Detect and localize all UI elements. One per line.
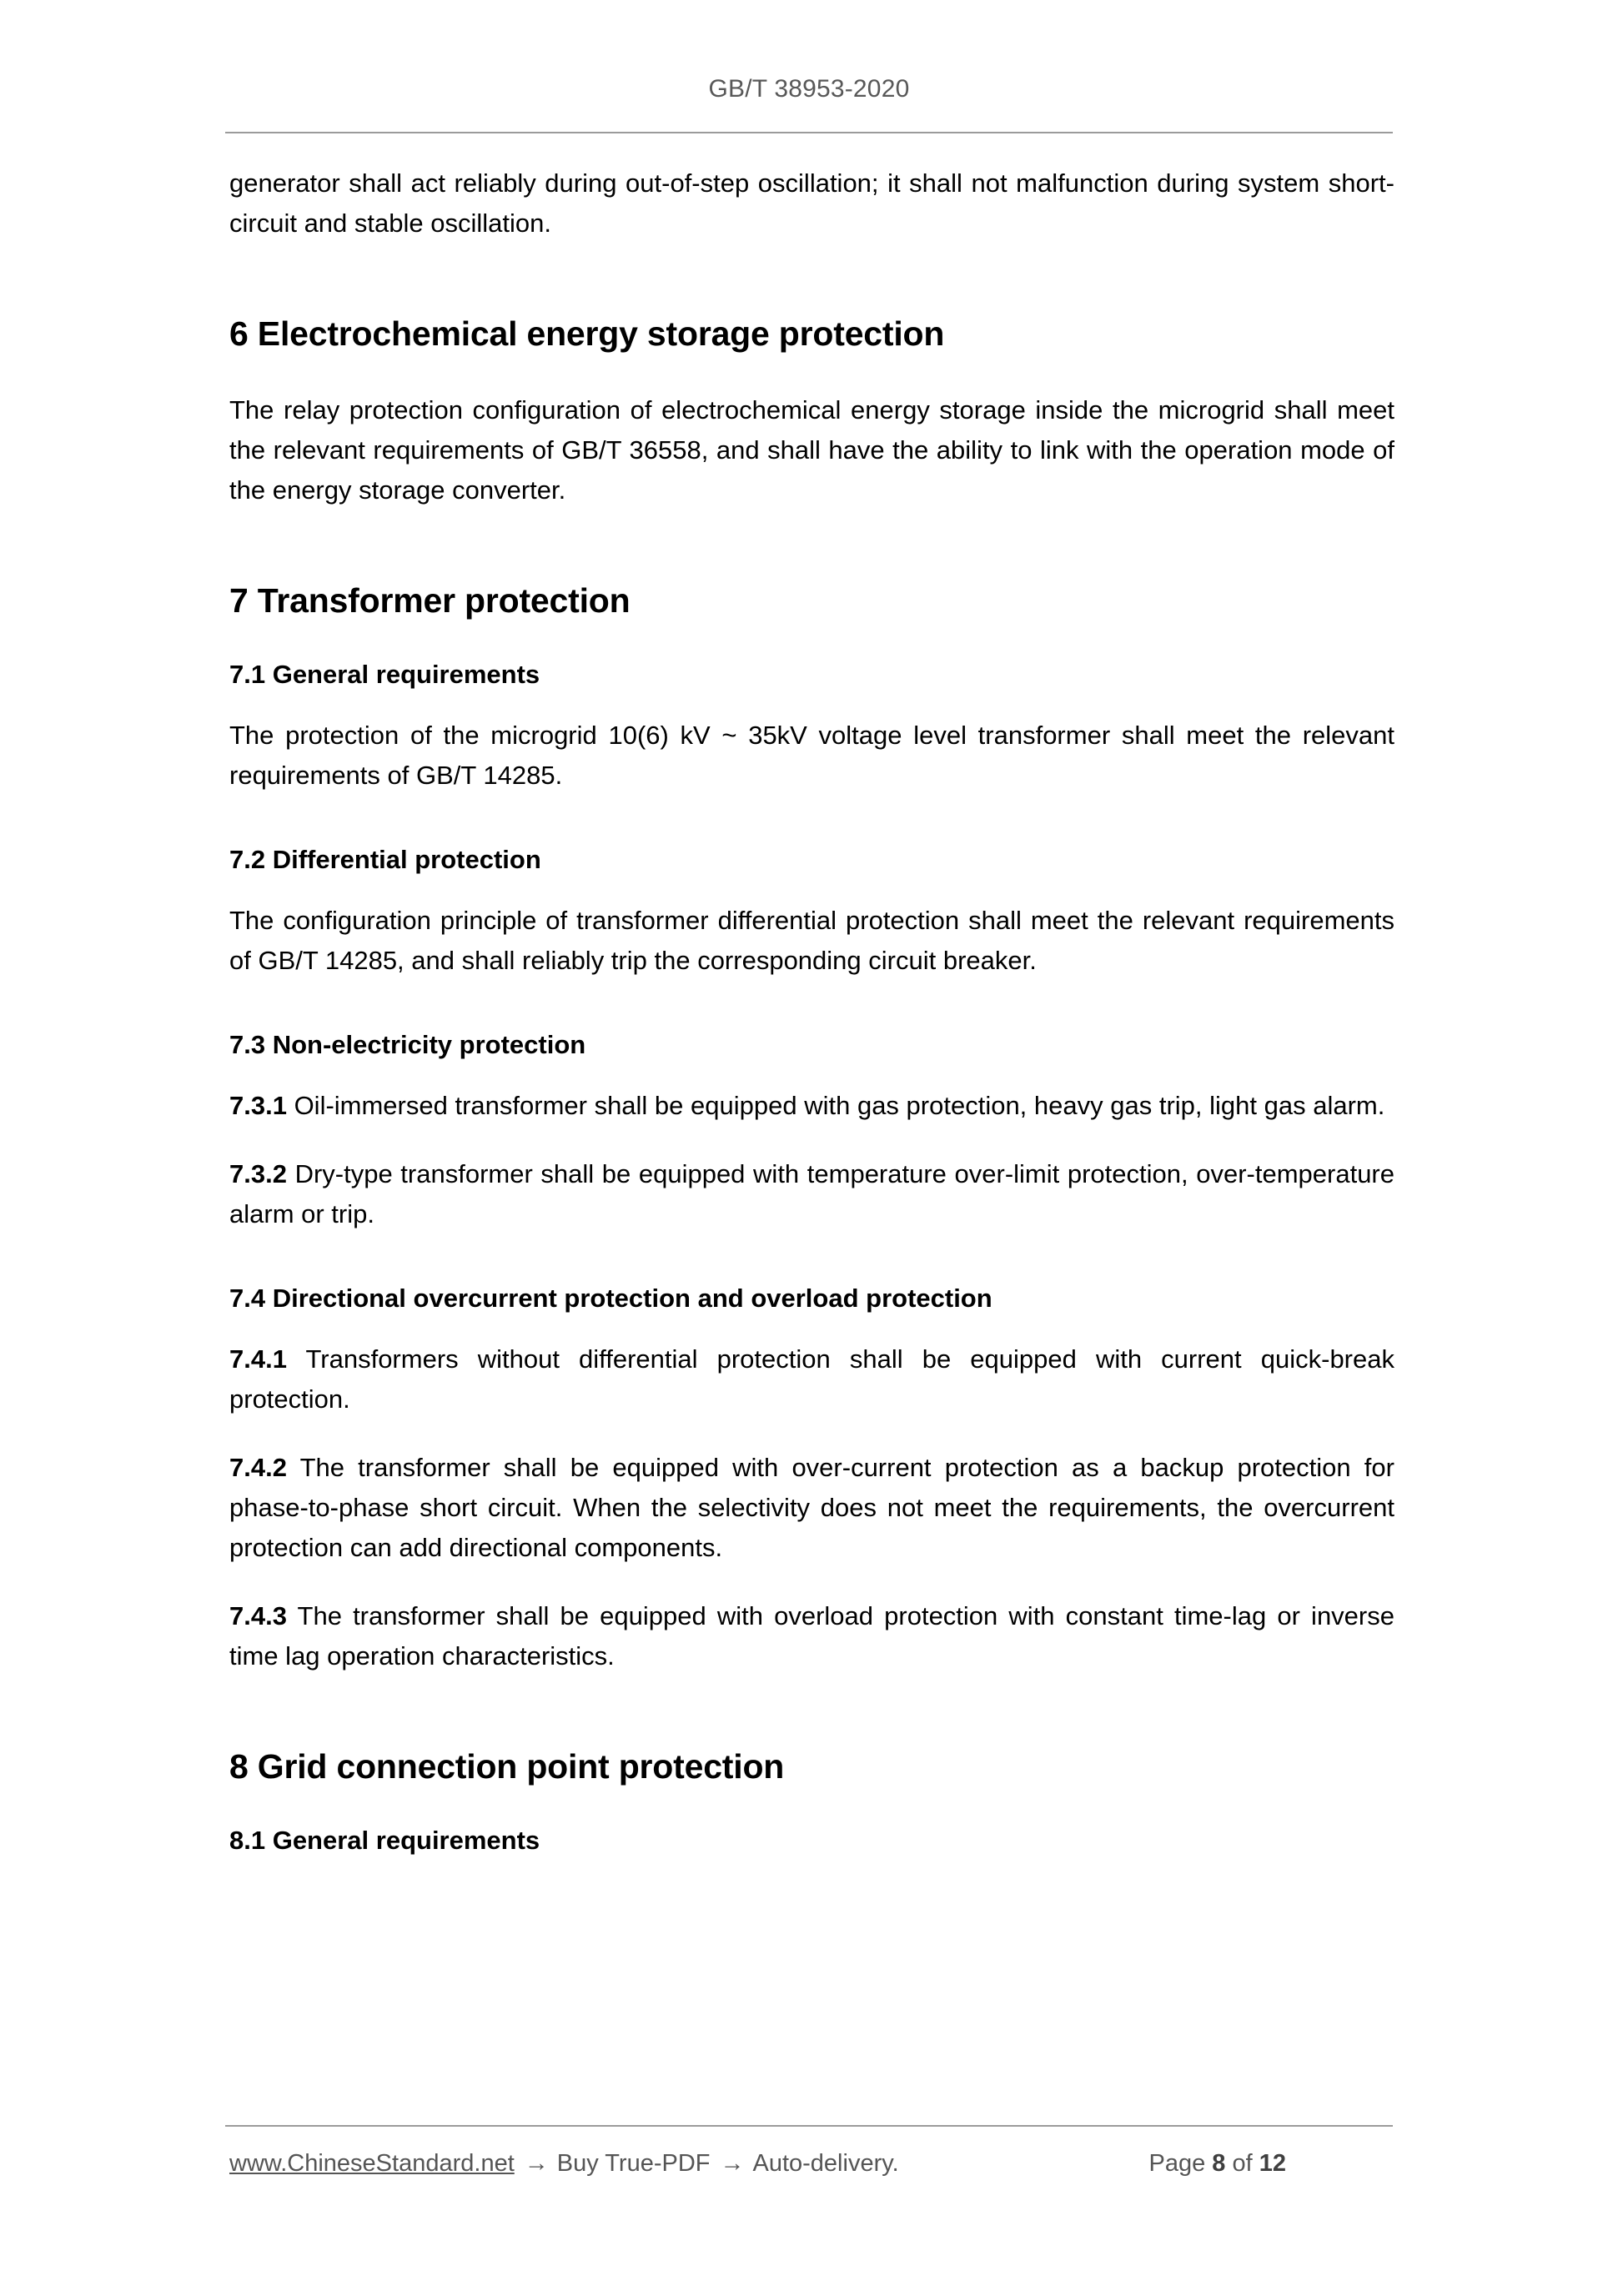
spacer [229, 1316, 1394, 1339]
spacer [229, 1009, 1394, 1027]
footer-promo [229, 2145, 899, 2182]
paragraph-section-7-1: The protection of the microgrid 10(6) kV ~ 35kV voltage level transformer shall meet the relevant requirements of GB/T 14285. [229, 721, 1394, 790]
header-divider [225, 132, 1393, 133]
clause-7-4-3 [229, 1596, 1394, 1676]
clause-7-3-1 [229, 1086, 1394, 1126]
heading-section-7-2: 7.2 Differential protection [229, 845, 541, 874]
footer-delivery-label: Auto-delivery. [752, 2150, 899, 2177]
paragraph-section-6: The relay protection configuration of electrochemical energy storage inside the microgrid shall meet the relevant requirements of GB/T 36558, and shall have the ability to link with the operation mode of the energy storage converter. [229, 395, 1394, 505]
current-page-number: 8 [1212, 2150, 1226, 2177]
spacer [229, 1063, 1394, 1086]
heading-section-7-4: 7.4 Directional overcurrent protection and overload protection [229, 1284, 992, 1313]
heading-section-6: 6 Electrochemical energy storage protection [229, 314, 945, 353]
page-header [225, 73, 1393, 105]
heading-section-8-1: 8.1 General requirements [229, 1826, 540, 1855]
page-label: Page [1148, 2150, 1206, 2177]
chinesestandard-link[interactable]: www.ChineseStandard.net [229, 2150, 515, 2177]
clause-text-7-4-1: Transformers without differential protection shall be equipped with current quick-break protection. [229, 1344, 1394, 1414]
clause-number-7-4-2: 7.4.2 [229, 1453, 287, 1482]
total-page-count: 12 [1259, 2150, 1286, 2177]
clause-text-7-3-2: Dry-type transformer shall be equipped with temperature over-limit protection, over-temperature alarm or trip. [229, 1159, 1394, 1228]
clause-text-7-3-1: Oil-immersed transformer shall be equipped with gas protection, heavy gas trip, light gas alarm. [286, 1091, 1385, 1120]
standard-number-title: GB/T 38953-2020 [708, 75, 910, 103]
clause-text-7-4-3: The transformer shall be equipped with overload protection with constant time-lag or inverse time lag operation characteristics. [229, 1601, 1394, 1671]
arrow-right-icon: → [720, 2150, 745, 2177]
footer-divider [225, 2125, 1393, 2127]
clause-number-7-4-3: 7.4.3 [229, 1601, 287, 1630]
spacer [229, 272, 1394, 312]
clause-number-7-3-1: 7.3.1 [229, 1091, 287, 1120]
heading-section-7-3: 7.3 Non-electricity protection [229, 1030, 586, 1059]
spacer [229, 539, 1394, 579]
spacer [229, 1788, 1394, 1823]
clause-7-4-2 [229, 1448, 1394, 1568]
spacer [229, 1263, 1394, 1281]
page-footer [229, 2145, 1393, 2182]
clause-7-4-1 [229, 1339, 1394, 1419]
heading-section-7: 7 Transformer protection [229, 581, 631, 620]
clause-7-3-2 [229, 1154, 1394, 1234]
spacer [229, 355, 1394, 390]
heading-section-8: 8 Grid connection point protection [229, 1747, 785, 1786]
document-content [229, 163, 1394, 1858]
clause-number-7-4-1: 7.4.1 [229, 1344, 287, 1374]
of-label: of [1232, 2150, 1253, 2177]
clause-number-7-3-2: 7.3.2 [229, 1159, 287, 1188]
spacer [229, 824, 1394, 842]
heading-section-7-1: 7.1 General requirements [229, 660, 540, 689]
spacer [229, 622, 1394, 657]
intro-paragraph: generator shall act reliably during out-of-step oscillation; it shall not malfunction during system short-circuit and stable oscillation. [229, 168, 1394, 238]
clause-text-7-4-2: The transformer shall be equipped with over-current protection as a backup protection for phase-to-phase short circuit. When the selectivity does not meet the requirements, the overcurrent protection can add directional components. [229, 1453, 1394, 1562]
arrow-right-icon: → [524, 2150, 549, 2177]
spacer [229, 692, 1394, 716]
spacer [229, 1705, 1394, 1745]
spacer [229, 877, 1394, 901]
page-indicator [1148, 2145, 1393, 2182]
paragraph-section-7-2: The configuration principle of transformer differential protection shall meet the relevant requirements of GB/T 14285, and shall reliably trip the corresponding circuit breaker. [229, 906, 1394, 975]
footer-offer-label: Buy True-PDF [556, 2150, 711, 2177]
